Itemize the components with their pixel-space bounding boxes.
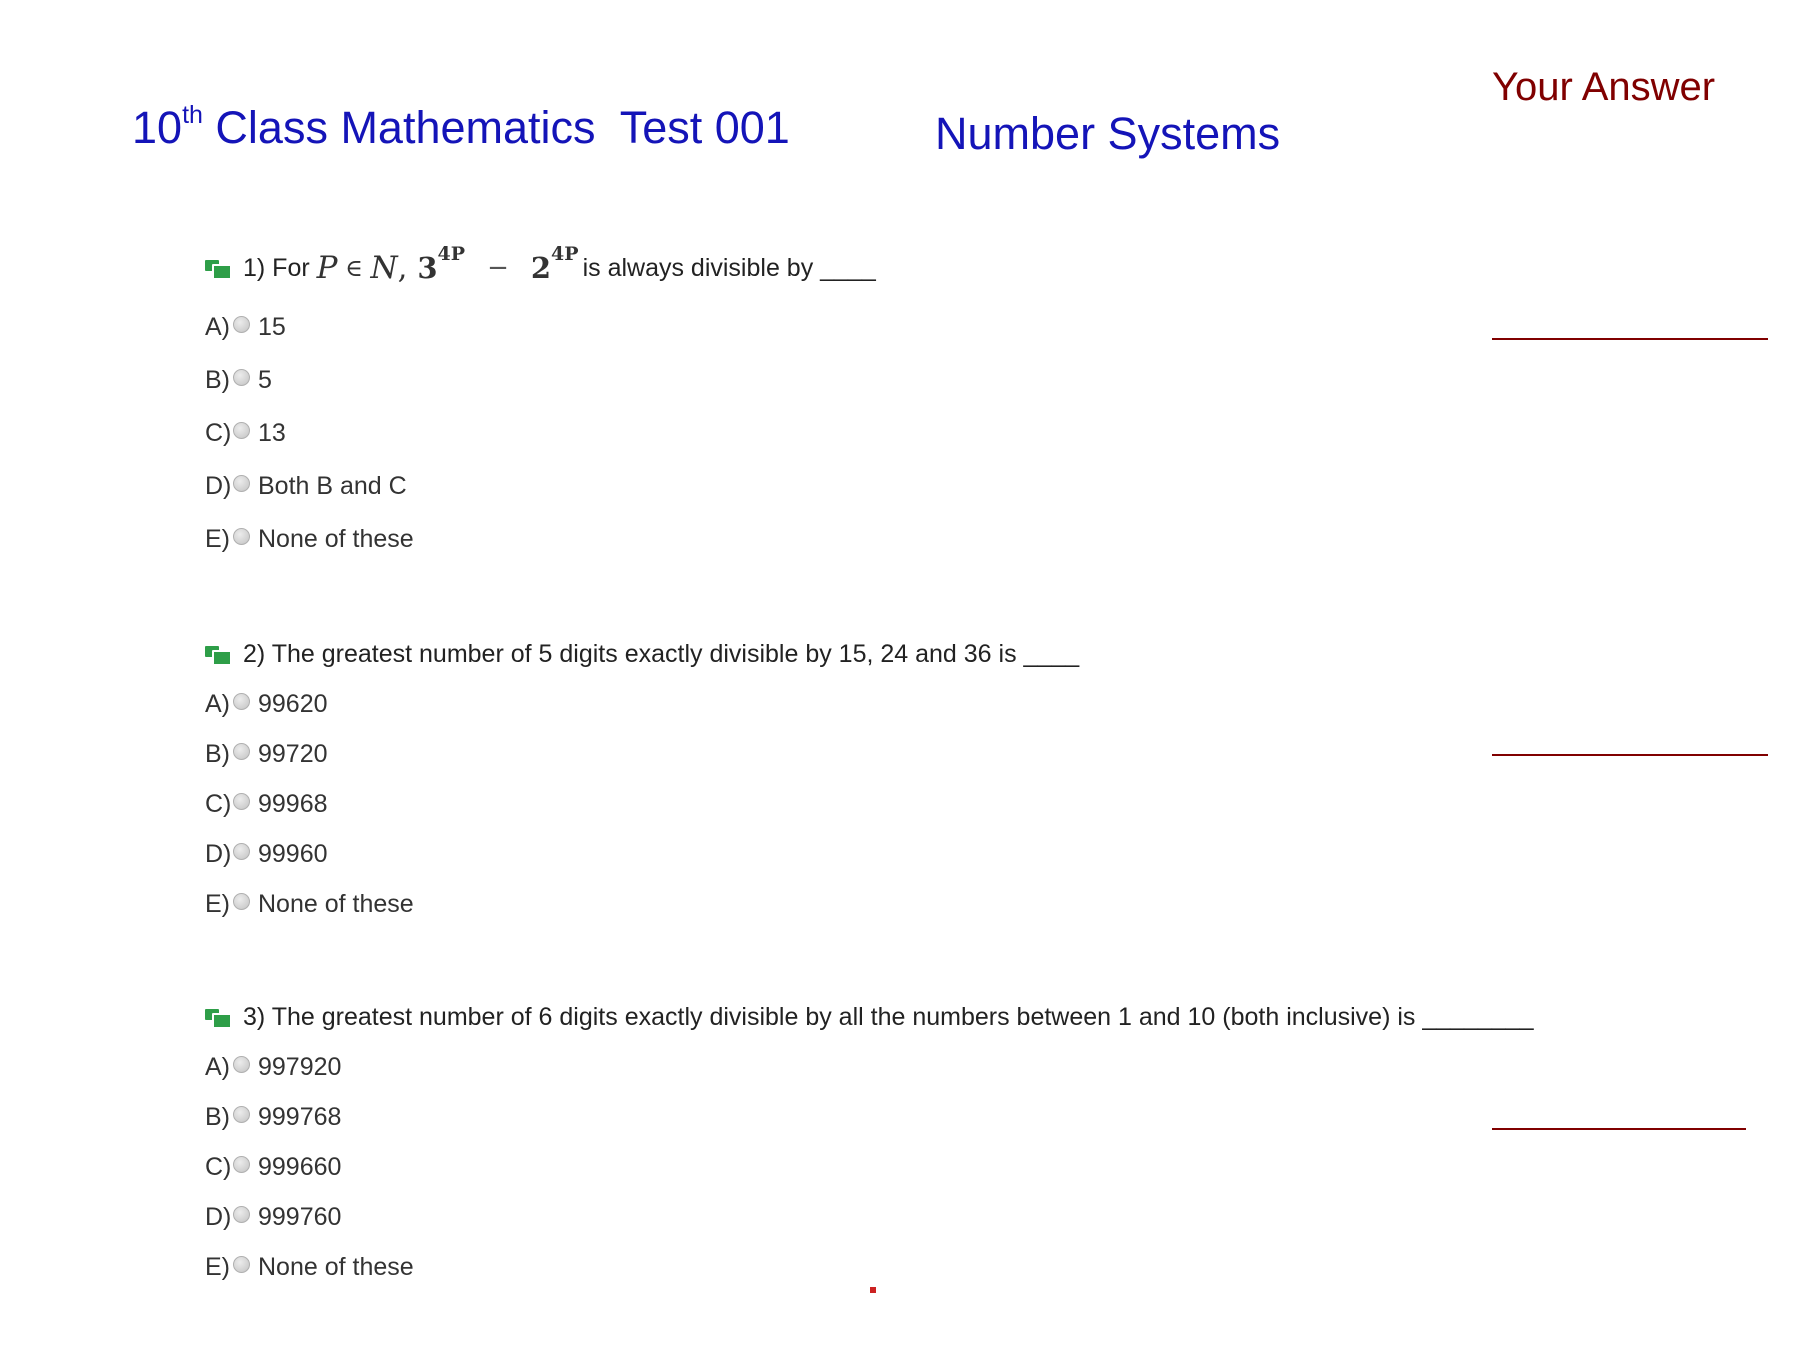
question-1 — [205, 243, 876, 566]
question-stem — [205, 997, 1534, 1037]
radio-button[interactable] — [233, 1256, 250, 1273]
grade-suffix: th — [182, 101, 203, 129]
radio-button[interactable] — [233, 369, 250, 386]
question-text: 2) The greatest number of 5 digits exactly divisible by 15, 24 and 36 is ____ — [243, 639, 1080, 668]
option-a[interactable] — [205, 679, 1079, 729]
math-set-n: N — [370, 250, 398, 286]
option-letter: B) — [205, 1102, 230, 1131]
option-letter: C) — [205, 419, 232, 447]
radio-button[interactable] — [233, 1156, 250, 1173]
option-letter: D) — [205, 472, 232, 500]
option-text: 999660 — [258, 1152, 342, 1181]
option-d[interactable] — [205, 460, 876, 513]
test-title — [132, 101, 790, 153]
math-element-of: ∈ — [337, 254, 371, 282]
radio-button[interactable] — [233, 793, 250, 810]
grade-number: 10 — [132, 102, 183, 153]
option-letter: D) — [205, 1202, 232, 1231]
answer-line-q2[interactable] — [1492, 754, 1768, 756]
option-text: 99960 — [258, 839, 328, 868]
question-comment-icon — [205, 644, 229, 664]
question-text: 3) The greatest number of 6 digits exactly divisible by all the numbers between 1 and 10 (both inclusive) is ________ — [243, 1002, 1534, 1031]
option-text: 999760 — [258, 1202, 342, 1231]
answer-line-q1[interactable] — [1492, 338, 1768, 340]
radio-button[interactable] — [233, 1206, 250, 1223]
question-stem — [205, 634, 1079, 674]
option-a[interactable] — [205, 1042, 1534, 1092]
title-text: Class Mathematics Test 001 — [202, 102, 790, 153]
option-letter: B) — [205, 739, 230, 768]
option-letter: D) — [205, 839, 232, 868]
option-letter: B) — [205, 366, 230, 394]
option-b[interactable] — [205, 729, 1079, 779]
question-comment-icon — [205, 258, 229, 278]
question-comment-icon — [205, 1007, 229, 1027]
radio-button[interactable] — [233, 422, 250, 439]
math-comma: , — [397, 250, 418, 286]
math-exponent-2: 4P — [551, 243, 579, 265]
math-base-1: 3 — [417, 251, 438, 285]
option-text: None of these — [258, 889, 414, 918]
option-text: 15 — [258, 313, 286, 341]
topic-title: Number Systems — [935, 108, 1281, 159]
option-c[interactable] — [205, 1142, 1534, 1192]
option-letter: E) — [205, 1252, 230, 1281]
option-d[interactable] — [205, 1192, 1534, 1242]
math-variable-p: P — [316, 250, 338, 286]
option-letter: E) — [205, 889, 230, 918]
option-d[interactable] — [205, 829, 1079, 879]
option-c[interactable] — [205, 779, 1079, 829]
radio-button[interactable] — [233, 316, 250, 333]
option-text: None of these — [258, 525, 414, 553]
question-text-tail: is always divisible by ____ — [582, 253, 876, 282]
math-minus: − — [487, 253, 509, 283]
option-letter: E) — [205, 525, 230, 553]
option-text: 99620 — [258, 689, 328, 718]
option-c[interactable] — [205, 407, 876, 460]
option-a[interactable] — [205, 301, 876, 354]
question-2 — [205, 634, 1079, 929]
option-text: 5 — [258, 366, 272, 394]
option-letter: A) — [205, 1052, 230, 1081]
option-letter: C) — [205, 1152, 232, 1181]
radio-button[interactable] — [233, 1056, 250, 1073]
option-text: 997920 — [258, 1052, 342, 1081]
radio-button[interactable] — [233, 1106, 250, 1123]
option-e[interactable] — [205, 879, 1079, 929]
option-text: 999768 — [258, 1102, 342, 1131]
option-text: Both B and C — [258, 472, 407, 500]
option-letter: C) — [205, 789, 232, 818]
option-e[interactable] — [205, 513, 876, 566]
option-text: None of these — [258, 1252, 414, 1281]
question-3 — [205, 997, 1534, 1292]
math-base-2: 2 — [530, 251, 552, 285]
option-b[interactable] — [205, 354, 876, 407]
radio-button[interactable] — [233, 693, 250, 710]
question-stem — [205, 243, 876, 293]
option-e[interactable] — [205, 1242, 1534, 1292]
radio-button[interactable] — [233, 893, 250, 910]
radio-button[interactable] — [233, 843, 250, 860]
option-text: 99720 — [258, 739, 328, 768]
option-b[interactable] — [205, 1092, 1534, 1142]
option-text: 13 — [258, 419, 286, 447]
radio-button[interactable] — [233, 743, 250, 760]
option-letter: A) — [205, 313, 230, 341]
your-answer-label: Your Answer — [1492, 65, 1716, 109]
page-marker — [870, 1287, 876, 1293]
option-letter: A) — [205, 689, 230, 718]
radio-button[interactable] — [233, 528, 250, 545]
math-exponent-1: 4P — [437, 243, 466, 265]
radio-button[interactable] — [233, 475, 250, 492]
question-number: 1) For — [243, 253, 317, 282]
option-text: 99968 — [258, 789, 328, 818]
